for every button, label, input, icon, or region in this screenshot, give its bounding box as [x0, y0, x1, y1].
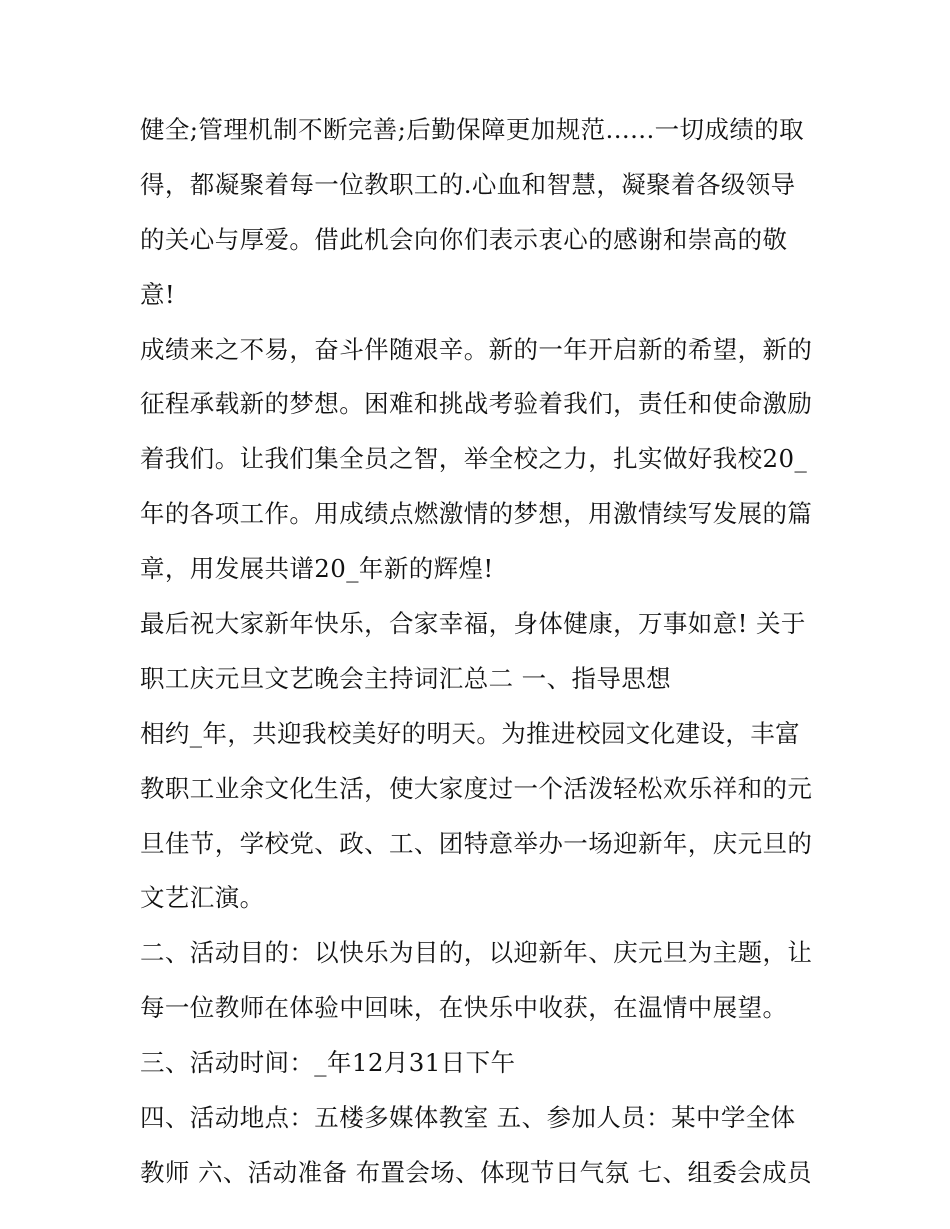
- text-line: 旦佳节，学校党、政、工、团特意举办一场迎新年，庆元旦的: [140, 828, 813, 858]
- text-line: 着我们。让我们集全员之智，举全校之力，扎实做好我校20_: [140, 444, 808, 474]
- text-line: 章，用发展共谱20_年新的辉煌!: [140, 554, 494, 584]
- text-line: 二、活动目的：以快乐为目的，以迎新年、庆元旦为主题，让: [140, 938, 813, 968]
- text-line: 最后祝大家新年快乐，合家幸福，身体健康，万事如意! 关于: [140, 609, 806, 639]
- text-line: 三、活动时间：_年12月31日下午: [140, 1048, 516, 1078]
- text-line: 年的各项工作。用成绩点燃激情的梦想，用激情续写发展的篇: [140, 499, 813, 529]
- text-line: 职工庆元旦文艺晚会主持词汇总二 一、指导思想: [140, 663, 672, 693]
- text-line: 得，都凝聚着每一位教职工的.心血和智慧，凝聚着各级领导: [140, 169, 796, 199]
- text-line: 成绩来之不易，奋斗伴随艰辛。新的一年开启新的希望，新的: [140, 334, 813, 364]
- text-line: 文艺汇演。: [140, 883, 265, 913]
- text-line: 每一位教师在体验中回味，在快乐中收获，在温情中展望。: [140, 993, 788, 1023]
- text-line: 教职工业余文化生活，使大家度过一个活泼轻松欢乐祥和的元: [140, 773, 813, 803]
- document-body: [140, 103, 815, 1201]
- text-line: 的关心与厚爱。借此机会向你们表示衷心的感谢和崇高的敬: [140, 224, 788, 254]
- text-line: 意!: [140, 279, 176, 309]
- text-line: 教师 六、活动准备 布置会场、体现节日气氛 七、组委会成员: [140, 1157, 812, 1187]
- text-line: 相约_年，共迎我校美好的明天。为推进校园文化建设，丰富: [140, 718, 801, 748]
- text-line: 征程承载新的梦想。困难和挑战考验着我们，责任和使命激励: [140, 389, 813, 419]
- text-line: 健全;管理机制不断完善;后勤保障更加规范......一切成绩的取: [140, 115, 805, 144]
- text-line: 四、活动地点：五楼多媒体教室 五、参加人员：某中学全体: [140, 1103, 796, 1133]
